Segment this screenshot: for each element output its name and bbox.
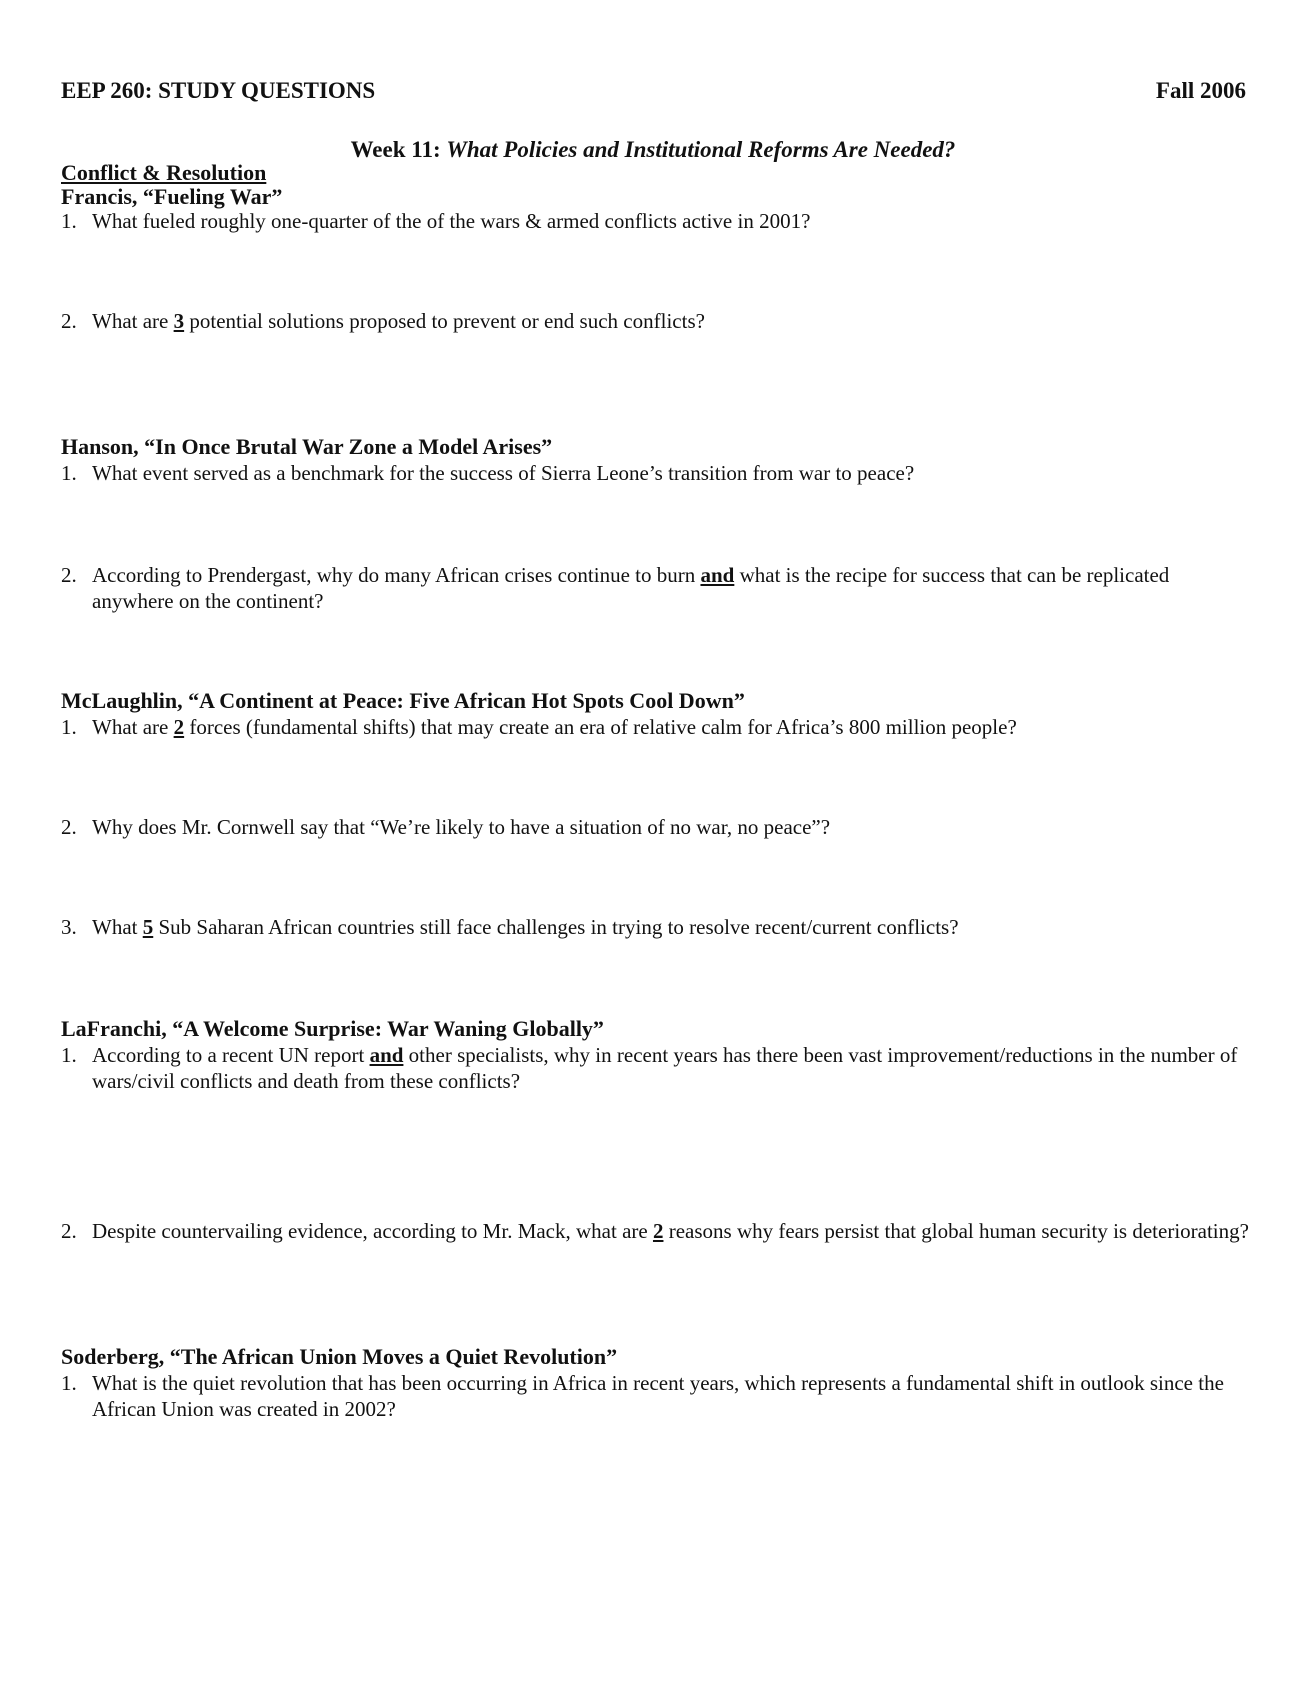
question-item xyxy=(61,1042,1251,1094)
question-item xyxy=(61,1370,1251,1422)
question-item xyxy=(61,460,1251,486)
course-title: EEP 260: STUDY QUESTIONS xyxy=(61,78,376,103)
question-item xyxy=(61,714,1251,740)
term-label: Fall 2006 xyxy=(1155,78,1246,103)
question-item xyxy=(61,814,1251,840)
question-item xyxy=(61,562,1251,614)
question-text: What are 3 potential solutions proposed to prevent or end such conflicts? xyxy=(92,309,705,333)
question-number: 1. xyxy=(61,1371,77,1395)
question-item xyxy=(61,208,1251,234)
question-text: What 5 Sub Saharan African countries still face challenges in trying to resolve recent/current conflicts? xyxy=(92,915,959,939)
question-text: Why does Mr. Cornwell say that “We’re likely to have a situation of no war, no peace”? xyxy=(92,815,831,839)
question-number: 1. xyxy=(61,209,77,233)
reading-heading: LaFranchi, “A Welcome Surprise: War Waning Globally” xyxy=(61,1016,604,1041)
question-text: What fueled roughly one-quarter of the of the wars & armed conflicts active in 2001? xyxy=(92,209,811,233)
question-number: 2. xyxy=(61,309,77,333)
question-text: According to a recent UN report and other specialists, why in recent years has there been vast improvement/reductions in the number of wars/civil conflicts and death from these conflicts? xyxy=(92,1043,1238,1093)
section-title: Conflict & Resolution xyxy=(61,160,267,185)
question-item xyxy=(61,914,1251,940)
question-number: 2. xyxy=(61,815,77,839)
question-number: 1. xyxy=(61,461,77,485)
question-text: Despite countervailing evidence, according to Mr. Mack, what are 2 reasons why fears persist that global human security is deteriorating? xyxy=(92,1219,1249,1243)
reading-heading: McLaughlin, “A Continent at Peace: Five African Hot Spots Cool Down” xyxy=(61,688,745,713)
reading-heading: Hanson, “In Once Brutal War Zone a Model Arises” xyxy=(61,434,553,459)
week-label: Week 11: xyxy=(350,137,441,162)
question-number: 2. xyxy=(61,563,77,587)
reading-heading: Soderberg, “The African Union Moves a Quiet Revolution” xyxy=(61,1344,618,1369)
reading-heading: Francis, “Fueling War” xyxy=(61,184,283,209)
question-text: According to Prendergast, why do many African crises continue to burn and what is the recipe for success that can be replicated anywhere on the continent? xyxy=(92,563,1170,613)
question-number: 3. xyxy=(61,915,77,939)
question-text: What are 2 forces (fundamental shifts) that may create an era of relative calm for Africa’s 800 million people? xyxy=(92,715,1017,739)
question-item xyxy=(61,1218,1251,1244)
question-number: 1. xyxy=(61,715,77,739)
question-number: 1. xyxy=(61,1043,77,1067)
question-item xyxy=(61,308,1251,334)
question-number: 2. xyxy=(61,1219,77,1243)
week-title: What Policies and Institutional Reforms Are Needed? xyxy=(446,137,956,162)
question-text: What event served as a benchmark for the success of Sierra Leone’s transition from war to peace? xyxy=(92,461,915,485)
question-text: What is the quiet revolution that has been occurring in Africa in recent years, which represents a fundamental shift in outlook since the African Union was created in 2002? xyxy=(92,1371,1224,1421)
